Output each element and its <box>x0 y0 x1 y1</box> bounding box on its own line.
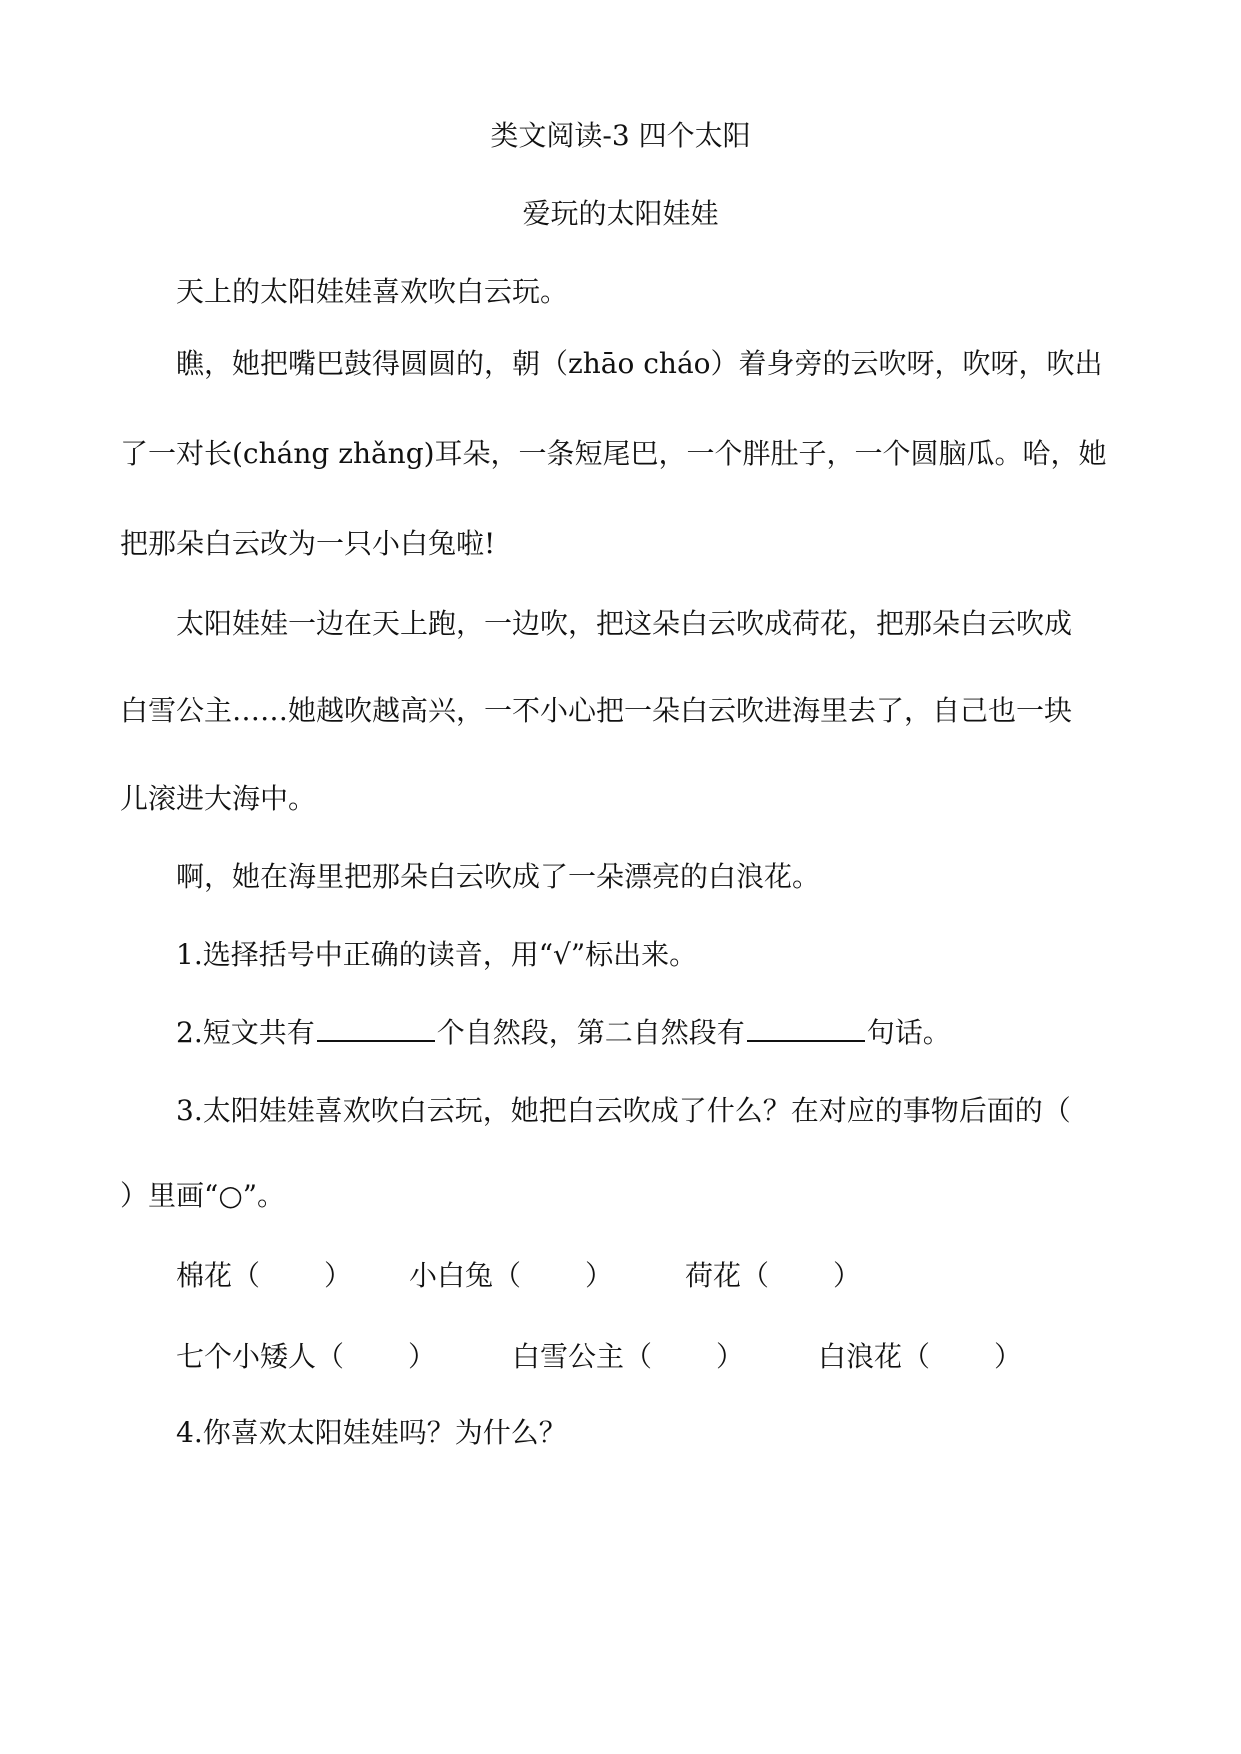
option-label: 小白兔 <box>409 1259 494 1292</box>
answer-paren-close: ） <box>833 1259 862 1292</box>
paragraph-3-line-3: 儿滚进大海中。 <box>120 782 317 815</box>
option-label: 荷花 <box>685 1259 742 1292</box>
option-item[interactable] <box>512 1337 744 1377</box>
option-label: 白浪花 <box>818 1340 903 1373</box>
question-2-part-b: 个自然段，第二自然段有 <box>436 1016 745 1049</box>
answer-paren-open: （ <box>493 1259 522 1292</box>
question-3-line-1: 3.太阳娃娃喜欢吹白云玩，她把白云吹成了什么？在对应的事物后面的（ <box>176 1094 1071 1127</box>
option-item[interactable] <box>176 1256 352 1296</box>
paragraph-2-line-3: 把那朵白云改为一只小白兔啦! <box>120 527 496 560</box>
option-item[interactable] <box>176 1337 436 1377</box>
answer-paren-open: （ <box>316 1340 345 1373</box>
option-label: 棉花 <box>176 1259 233 1292</box>
document-title: 类文阅读-3 四个太阳 <box>490 119 751 152</box>
paragraph-3-line-1: 太阳娃娃一边在天上跑，一边吹，把这朵白云吹成荷花，把那朵白云吹成 <box>176 607 1073 640</box>
option-item[interactable] <box>685 1256 861 1296</box>
paragraph-2-line-1: 瞧，她把嘴巴鼓得圆圆的，朝（zhāo cháo）着身旁的云吹呀，吹呀，吹出 <box>176 347 1103 380</box>
answer-paren-open: （ <box>232 1259 261 1292</box>
answer-paren-close: ） <box>994 1340 1023 1373</box>
sentence-count-blank[interactable] <box>747 1012 865 1042</box>
option-item[interactable] <box>409 1256 613 1296</box>
paragraph-4: 啊，她在海里把那朵白云吹成了一朵漂亮的白浪花。 <box>176 860 821 893</box>
answer-paren-close: ） <box>324 1259 353 1292</box>
question-2-part-a: 2.短文共有 <box>176 1016 315 1049</box>
question-3-line-2: ）里画“○”。 <box>120 1179 286 1212</box>
question-1: 1.选择括号中正确的读音，用“√”标出来。 <box>176 938 698 971</box>
question-4: 4.你喜欢太阳娃娃吗？为什么？ <box>176 1416 567 1449</box>
option-label: 七个小矮人 <box>176 1340 317 1373</box>
answer-paren-close: ） <box>716 1340 745 1373</box>
answer-paren-close: ） <box>585 1259 614 1292</box>
story-title: 爱玩的太阳娃娃 <box>522 197 719 230</box>
option-label: 白雪公主 <box>512 1340 625 1373</box>
answer-paren-close: ） <box>408 1340 437 1373</box>
answer-paren-open: （ <box>741 1259 770 1292</box>
paragraph-3-line-2: 白雪公主……她越吹越高兴，一不小心把一朵白云吹进海里去了，自己也一块 <box>120 694 1073 727</box>
question-2 <box>176 1012 951 1053</box>
paragraph-2-line-2: 了一对长(cháng zhǎng)耳朵，一条短尾巴，一个胖肚子，一个圆脑瓜。哈，她 <box>120 437 1107 470</box>
answer-paren-open: （ <box>902 1340 931 1373</box>
question-2-part-c: 句话。 <box>866 1016 951 1049</box>
answer-paren-open: （ <box>624 1340 653 1373</box>
paragraph-1: 天上的太阳娃娃喜欢吹白云玩。 <box>176 275 569 308</box>
paragraph-count-blank[interactable] <box>317 1012 435 1042</box>
option-item[interactable] <box>818 1337 1022 1377</box>
